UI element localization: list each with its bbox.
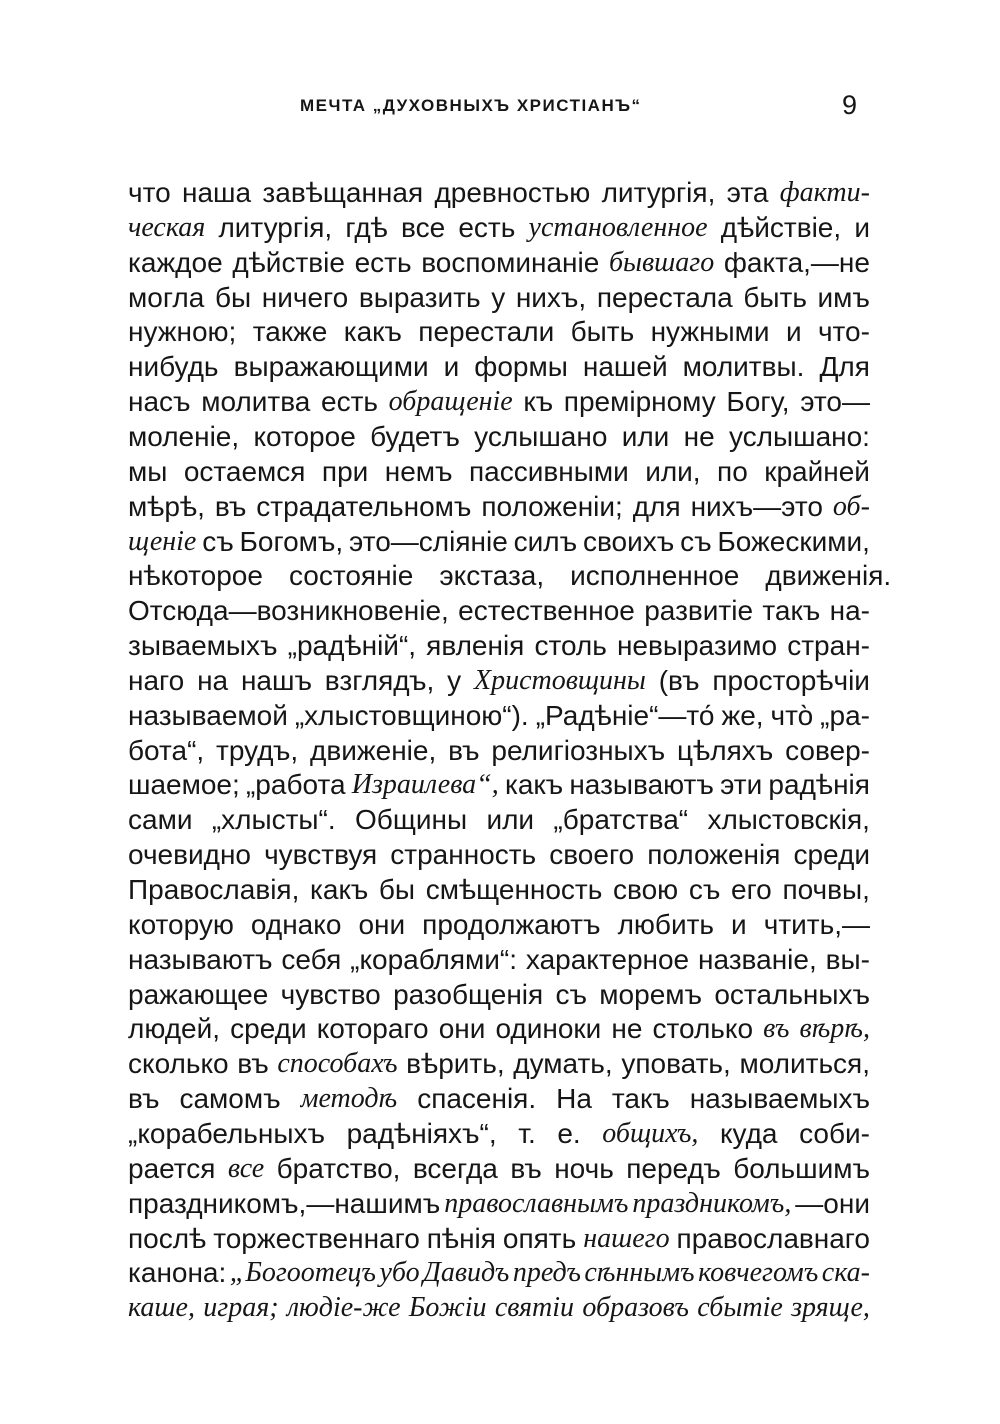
italic-word: сбытіе (697, 1292, 783, 1324)
italic-word: ска- (821, 1257, 870, 1289)
word: большимъ (733, 1152, 870, 1184)
word: Для (819, 351, 870, 383)
text-line (128, 770, 870, 800)
word: съ (555, 978, 587, 1010)
text-line (128, 980, 870, 1010)
word: страдательномъ (256, 490, 472, 522)
word: съ (202, 525, 234, 557)
word: движенія. (765, 560, 892, 592)
word: вы- (825, 943, 870, 975)
italic-word: методѣ (300, 1083, 398, 1115)
word: сами (128, 804, 193, 836)
word: куда (719, 1117, 778, 1149)
word: нужными (650, 316, 770, 348)
word: радѣнія (768, 769, 870, 801)
word: одиноки (495, 1013, 602, 1045)
word: соби- (799, 1117, 870, 1149)
word: что- (817, 316, 870, 348)
word: движеніе, (310, 734, 437, 766)
word: эти (720, 769, 763, 801)
italic-word: ческая (128, 211, 206, 243)
word: дѣйствіе (232, 246, 345, 278)
italic-word: факти- (779, 177, 870, 208)
word: свою (613, 874, 679, 905)
word: положенія (647, 839, 781, 871)
word: есть (321, 386, 378, 418)
word: сколько (128, 1048, 229, 1080)
word: въ (237, 1048, 269, 1080)
italic-word: Божіи (408, 1292, 487, 1324)
word: премірному (563, 386, 716, 418)
word: есть (354, 246, 412, 278)
word: ночь (554, 1152, 614, 1184)
word: наша (182, 177, 252, 208)
word: называютъ (128, 943, 273, 975)
word: нихъ—это (690, 490, 823, 522)
italic-word: зряще, (791, 1292, 870, 1324)
word: странность (390, 839, 537, 871)
word: нашей (582, 351, 668, 383)
text-line (128, 1119, 870, 1149)
text-line (128, 560, 892, 592)
text-line (128, 736, 870, 766)
word: На (556, 1083, 592, 1115)
italic-word: Давидъ (423, 1257, 510, 1289)
text-line (128, 283, 870, 313)
word: перестала (596, 281, 733, 313)
word: это— (800, 386, 870, 418)
word: нужною; (128, 316, 237, 348)
text-line (128, 1224, 870, 1254)
word: спасенія. (417, 1083, 537, 1115)
word: для (632, 490, 681, 522)
italic-word: об- (832, 490, 870, 522)
word: столь (534, 630, 607, 662)
word: остальныхъ (714, 978, 870, 1010)
word: все (401, 211, 446, 243)
text-line (128, 701, 870, 731)
word: естественное (458, 595, 635, 627)
word: Божескими, (717, 525, 870, 557)
italic-word: нашего (583, 1222, 670, 1254)
text-line (128, 248, 870, 278)
word: Богу, (726, 386, 790, 418)
word: канона: (128, 1257, 227, 1289)
word: нашъ (240, 664, 312, 696)
running-title: МЕЧТА „ДУХОВНЫХЪ ХРИСТІАНЪ“ (300, 96, 642, 115)
text-line (128, 805, 870, 835)
word: крайней (764, 455, 870, 487)
word: мы (128, 455, 168, 487)
word: вѣрить, (406, 1048, 505, 1080)
italic-word: бывшаго (608, 246, 715, 278)
word: всегда (412, 1152, 498, 1184)
text-line (128, 1258, 870, 1288)
word: думать, (513, 1048, 613, 1080)
word: молитва (201, 386, 311, 418)
word: въ (214, 490, 247, 522)
word: называемой (128, 699, 288, 731)
word: развитіе (644, 595, 754, 627)
word: исполненное (570, 560, 740, 592)
word: любить (617, 908, 714, 940)
italic-word: установленное (528, 211, 708, 243)
word: у (447, 664, 462, 696)
word: такъ (611, 1083, 670, 1115)
word: „работа (245, 769, 346, 801)
word: рается (128, 1152, 216, 1184)
word: каждое (128, 246, 223, 278)
word: радѣніяхъ“, (346, 1117, 497, 1149)
word: ничего (261, 281, 349, 313)
text-line (128, 1189, 870, 1219)
word: и (731, 908, 747, 940)
word: на- (829, 595, 870, 627)
word: перестали (418, 316, 555, 348)
word: какъ (343, 316, 402, 348)
text-line (128, 422, 870, 452)
word: что (128, 177, 171, 208)
word: нѣкоторое (128, 560, 263, 592)
word: называютъ (569, 769, 714, 801)
word: однако (250, 908, 342, 940)
word: эта (726, 177, 769, 208)
word: въ (510, 1152, 542, 1184)
word: моленіе, (128, 420, 240, 452)
word: молиться, (739, 1048, 870, 1080)
word: или, (645, 455, 701, 487)
word: силъ (513, 525, 578, 557)
word: „кораблями“: (350, 943, 518, 975)
word: могла (128, 281, 205, 313)
italic-word: обращеніе (388, 386, 513, 418)
word: „братства“ (553, 804, 689, 836)
italic-word: людіе-же (286, 1292, 401, 1324)
word: съ (688, 874, 721, 905)
italic-word: способахъ (277, 1048, 398, 1080)
word: бота“, (128, 734, 205, 766)
word: что̀ (770, 699, 814, 731)
word: формы (474, 351, 568, 383)
word: остаемся (183, 455, 306, 487)
word: они (438, 1013, 486, 1045)
text-line (128, 910, 870, 940)
word: къ (523, 386, 554, 418)
word: называемыхъ (689, 1083, 870, 1115)
word: есть (458, 211, 516, 243)
word: они (358, 908, 406, 940)
text-line (128, 527, 870, 557)
word: или (621, 420, 670, 452)
text-line (128, 178, 870, 208)
word: какъ (504, 769, 564, 801)
word: также (252, 316, 328, 348)
word: своихъ (582, 525, 675, 557)
italic-word: сѣннымъ (584, 1257, 695, 1289)
text-line (128, 1154, 870, 1184)
word: услышано: (728, 420, 870, 452)
text-line (128, 875, 870, 905)
word: е. (557, 1117, 581, 1149)
word: гдѣ (345, 211, 388, 243)
word: молитвы. (682, 351, 805, 383)
word: шаемое; (128, 769, 240, 801)
italic-word: въ (763, 1013, 790, 1045)
word: имъ (817, 281, 870, 313)
italic-word: Израилева“, (351, 769, 499, 801)
word: на (197, 664, 229, 696)
word: Православія, (128, 874, 300, 905)
italic-word: православнымъ (444, 1187, 629, 1219)
text-line (128, 492, 870, 522)
word: „хлыстовщиною“). (294, 699, 529, 731)
word: экстаза, (439, 560, 545, 592)
word: быть (743, 281, 807, 313)
word: его (731, 874, 772, 905)
text-line (128, 1293, 870, 1323)
text-line (128, 596, 870, 626)
word: воспоминаніе (421, 246, 600, 278)
text-line (128, 317, 870, 347)
word: „хлысты“. (211, 804, 336, 836)
text-line (128, 1014, 870, 1044)
word: въ (128, 1083, 160, 1115)
word: уповать, (621, 1048, 731, 1080)
word: Общины (355, 804, 468, 836)
word: названіе, (698, 943, 817, 975)
text-line (128, 666, 870, 696)
word: по (717, 455, 748, 487)
word: услышано (474, 420, 608, 452)
word: совер- (785, 734, 870, 766)
word: такъ (762, 595, 821, 627)
italic-word: образовъ (582, 1292, 689, 1324)
word: состояніе (288, 560, 414, 592)
word: выражающими (233, 351, 429, 383)
text-line (128, 1084, 870, 1114)
word: это—сліяніе (349, 525, 508, 557)
italic-word: праздникомъ, (632, 1187, 792, 1219)
page-number: 9 (842, 90, 858, 120)
italic-word: вѣрѣ, (799, 1013, 870, 1045)
word: невыразимо (616, 630, 778, 662)
italic-word: общихъ, (602, 1117, 699, 1149)
word: положеніи; (481, 490, 623, 522)
word: нибудь (128, 351, 219, 383)
word: бы (378, 874, 416, 905)
word: Богомъ, (239, 525, 344, 557)
word: нихъ, (515, 281, 587, 313)
word: очевидно (128, 839, 252, 871)
word: чтить,— (763, 908, 870, 940)
word: Отсюда—возникновеніе, (128, 595, 449, 627)
word: передъ (626, 1152, 721, 1184)
word: съ (680, 525, 712, 557)
word: и (785, 316, 802, 348)
italic-word: каше, (128, 1292, 195, 1324)
word: которую (128, 908, 234, 940)
word: факта,—не (723, 246, 870, 278)
word: наго (128, 664, 185, 696)
text-line (128, 631, 870, 661)
word: т. (518, 1117, 536, 1149)
word: не (683, 420, 715, 452)
word: зываемыхъ (128, 630, 278, 662)
word: столько (652, 1013, 754, 1045)
word: среди (793, 839, 870, 871)
italic-word: убо (379, 1257, 420, 1289)
word: литургія, (601, 177, 716, 208)
italic-word: „Богоотецъ (229, 1257, 376, 1289)
word: будетъ (370, 420, 460, 452)
italic-word: предъ (512, 1257, 581, 1289)
word: не (611, 1013, 643, 1045)
word: праздникомъ,—нашимъ (128, 1187, 441, 1219)
italic-word: играя; (203, 1292, 279, 1324)
word: среди (230, 1013, 307, 1045)
word: или (486, 804, 535, 836)
word: трудъ, (216, 734, 299, 766)
word: немъ (384, 455, 453, 487)
word: религіозныхъ (491, 734, 666, 766)
word: чувство (280, 978, 381, 1010)
word: „корабельныхъ (128, 1117, 325, 1149)
word: у (491, 281, 506, 313)
word: мѣрѣ, (128, 490, 205, 522)
word: себя (281, 943, 342, 975)
word: характерное (525, 943, 690, 975)
word: дѣйствіе, (720, 211, 842, 243)
text-line (128, 387, 870, 417)
text-line (128, 352, 870, 382)
word: продолжаютъ (422, 908, 601, 940)
word: опять (502, 1222, 577, 1254)
word: православнаго (676, 1222, 870, 1254)
word: чувствуя (264, 839, 378, 871)
word: „Радѣніе“—то́ (535, 699, 715, 731)
word: выразить (358, 281, 481, 313)
italic-word: Христовщины (473, 664, 646, 696)
word: братство, (276, 1152, 401, 1184)
word: пѣнія (426, 1222, 496, 1254)
italic-word: все (227, 1152, 265, 1184)
word: какъ (310, 874, 369, 905)
text-line (128, 840, 870, 870)
word: пассивными (469, 455, 629, 487)
word: смѣщенность (425, 874, 603, 905)
word: торжественнаго (213, 1222, 420, 1254)
word: самомъ (179, 1083, 281, 1115)
word: насъ (128, 386, 191, 418)
word: взглядъ, (324, 664, 435, 696)
word: своего (549, 839, 635, 871)
word: разобщенія (393, 978, 544, 1010)
text-line (128, 213, 870, 243)
word: и (443, 351, 460, 383)
word: просторѣчіи (712, 664, 870, 696)
italic-word: святіи (494, 1292, 575, 1324)
word: послѣ (128, 1222, 207, 1254)
word: —они (795, 1187, 870, 1219)
word: быть (570, 316, 635, 348)
italic-word: ковчегомъ (698, 1257, 819, 1289)
word: которое (253, 420, 356, 452)
word: „ра- (820, 699, 870, 731)
word: въ (448, 734, 480, 766)
word: моремъ (599, 978, 703, 1010)
text-line (128, 1049, 870, 1079)
word: хлыстовскія, (707, 804, 870, 836)
italic-word: щеніе (128, 525, 197, 557)
word: людей, (128, 1013, 221, 1045)
word: явленія (426, 630, 525, 662)
word: цѣляхъ (677, 734, 774, 766)
word: стран- (787, 630, 870, 662)
word: завѣщанная (262, 177, 424, 208)
word: бы (214, 281, 252, 313)
word: древностью (434, 177, 591, 208)
text-line (128, 945, 870, 975)
word: (въ (658, 664, 700, 696)
word: же, (721, 699, 764, 731)
word: почвы, (782, 874, 870, 905)
text-line (128, 457, 870, 487)
word: ражающее (128, 978, 269, 1010)
word: при (321, 455, 369, 487)
word: и (854, 211, 870, 243)
word: литургія, (218, 211, 333, 243)
word: „радѣній“, (287, 630, 417, 662)
word: котораго (316, 1013, 429, 1045)
